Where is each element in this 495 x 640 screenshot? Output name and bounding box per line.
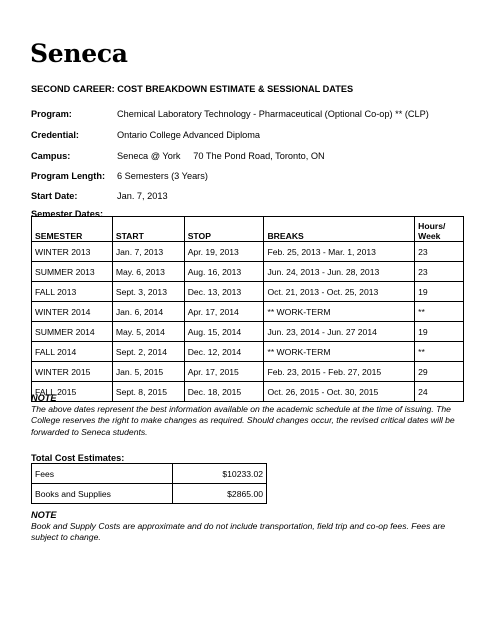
- credential-value: Ontario College Advanced Diploma: [117, 130, 260, 140]
- table-row: [32, 242, 464, 262]
- note-text: Book and Supply Costs are approximate and do not include transportation, field trip and co-op fees. Fees are subject to change.: [31, 521, 446, 543]
- semester-dates-label: Semester Dates:: [31, 209, 104, 219]
- cell-stop: Dec. 13, 2013: [184, 282, 264, 302]
- cell-breaks: Oct. 21, 2013 - Oct. 25, 2013: [264, 282, 415, 302]
- cost-amount: $10233.02: [173, 464, 267, 484]
- semester-table-header: [32, 217, 464, 242]
- table-row: [32, 302, 464, 322]
- cell-semester: WINTER 2015: [32, 362, 113, 382]
- table-row: [32, 322, 464, 342]
- cell-breaks: Feb. 23, 2015 - Feb. 27, 2015: [264, 362, 415, 382]
- cell-semester: SUMMER 2013: [32, 262, 113, 282]
- table-row: [32, 484, 267, 504]
- cell-breaks: Feb. 25, 2013 - Mar. 1, 2013: [264, 242, 415, 262]
- table-row: [32, 342, 464, 362]
- cell-start: May. 5, 2014: [112, 322, 184, 342]
- note-text: The above dates represent the best information available on the academic schedule at the time of issuing. The College reserves the right to make changes as required. Should changes occur, the revised critical dates will be forwarded to Seneca students.: [31, 404, 455, 437]
- cell-hours: 29: [415, 362, 464, 382]
- cell-start: May. 6, 2013: [112, 262, 184, 282]
- credential-label: Credential:: [31, 130, 79, 140]
- cell-stop: Apr. 17, 2014: [184, 302, 264, 322]
- cell-semester: FALL 2013: [32, 282, 113, 302]
- cell-hours: **: [415, 302, 464, 322]
- table-row: [32, 362, 464, 382]
- cell-breaks: Jun. 24, 2013 - Jun. 28, 2013: [264, 262, 415, 282]
- cell-stop: Aug. 15, 2014: [184, 322, 264, 342]
- table-row: [32, 464, 267, 484]
- program-length-label: Program Length:: [31, 171, 106, 181]
- cell-breaks: Oct. 26, 2015 - Oct. 30, 2015: [264, 382, 415, 402]
- cost-amount: $2865.00: [173, 484, 267, 504]
- cell-breaks: Jun. 23, 2014 - Jun. 27 2014: [264, 322, 415, 342]
- start-date-value: Jan. 7, 2013: [117, 191, 168, 201]
- cell-hours: **: [415, 342, 464, 362]
- total-cost-label: Total Cost Estimates:: [31, 453, 125, 463]
- cell-semester: FALL 2014: [32, 342, 113, 362]
- table-row: [32, 282, 464, 302]
- header-semester: SEMESTER: [32, 217, 113, 242]
- campus-value: Seneca @ York 70 The Pond Road, Toronto, ON: [117, 151, 325, 161]
- program-value: Chemical Laboratory Technology - Pharmaceutical (Optional Co-op) ** (CLP): [117, 109, 429, 119]
- cost-item: Fees: [32, 464, 173, 484]
- cell-semester: WINTER 2013: [32, 242, 113, 262]
- cell-stop: Aug. 16, 2013: [184, 262, 264, 282]
- header-breaks: BREAKS: [264, 217, 415, 242]
- cell-start: Jan. 5, 2015: [112, 362, 184, 382]
- cell-stop: Dec. 12, 2014: [184, 342, 264, 362]
- cell-start: Jan. 6, 2014: [112, 302, 184, 322]
- cell-start: Sept. 2, 2014: [112, 342, 184, 362]
- cell-stop: Apr. 19, 2013: [184, 242, 264, 262]
- header-stop: STOP: [184, 217, 264, 242]
- cell-breaks: ** WORK-TERM: [264, 302, 415, 322]
- note-heading: NOTE: [31, 393, 57, 403]
- semester-table: [31, 216, 464, 402]
- header-hours-week: Hours/ Week: [415, 217, 464, 242]
- program-length-value: 6 Semesters (3 Years): [117, 171, 208, 181]
- program-label: Program:: [31, 109, 72, 119]
- cost-table: [31, 463, 267, 504]
- cost-item: Books and Supplies: [32, 484, 173, 504]
- cell-hours: 23: [415, 242, 464, 262]
- cell-stop: Dec. 18, 2015: [184, 382, 264, 402]
- cell-start: Sept. 3, 2013: [112, 282, 184, 302]
- seneca-logo: Seneca: [30, 39, 128, 68]
- cell-semester: FALL 2015: [32, 382, 113, 402]
- cell-stop: Apr. 17, 2015: [184, 362, 264, 382]
- cell-hours: 23: [415, 262, 464, 282]
- cell-hours: 24: [415, 382, 464, 402]
- page-title: SECOND CAREER: COST BREAKDOWN ESTIMATE & SESSIONAL DATES: [31, 84, 354, 94]
- start-date-label: Start Date:: [31, 191, 78, 201]
- campus-label: Campus:: [31, 151, 71, 161]
- cell-hours: 19: [415, 322, 464, 342]
- header-start: START: [112, 217, 184, 242]
- cell-semester: SUMMER 2014: [32, 322, 113, 342]
- table-row: [32, 262, 464, 282]
- note-heading: NOTE: [31, 510, 57, 520]
- cell-start: Jan. 7, 2013: [112, 242, 184, 262]
- cell-semester: WINTER 2014: [32, 302, 113, 322]
- cell-hours: 19: [415, 282, 464, 302]
- cell-breaks: ** WORK-TERM: [264, 342, 415, 362]
- table-row: [32, 382, 464, 402]
- cell-start: Sept. 8, 2015: [112, 382, 184, 402]
